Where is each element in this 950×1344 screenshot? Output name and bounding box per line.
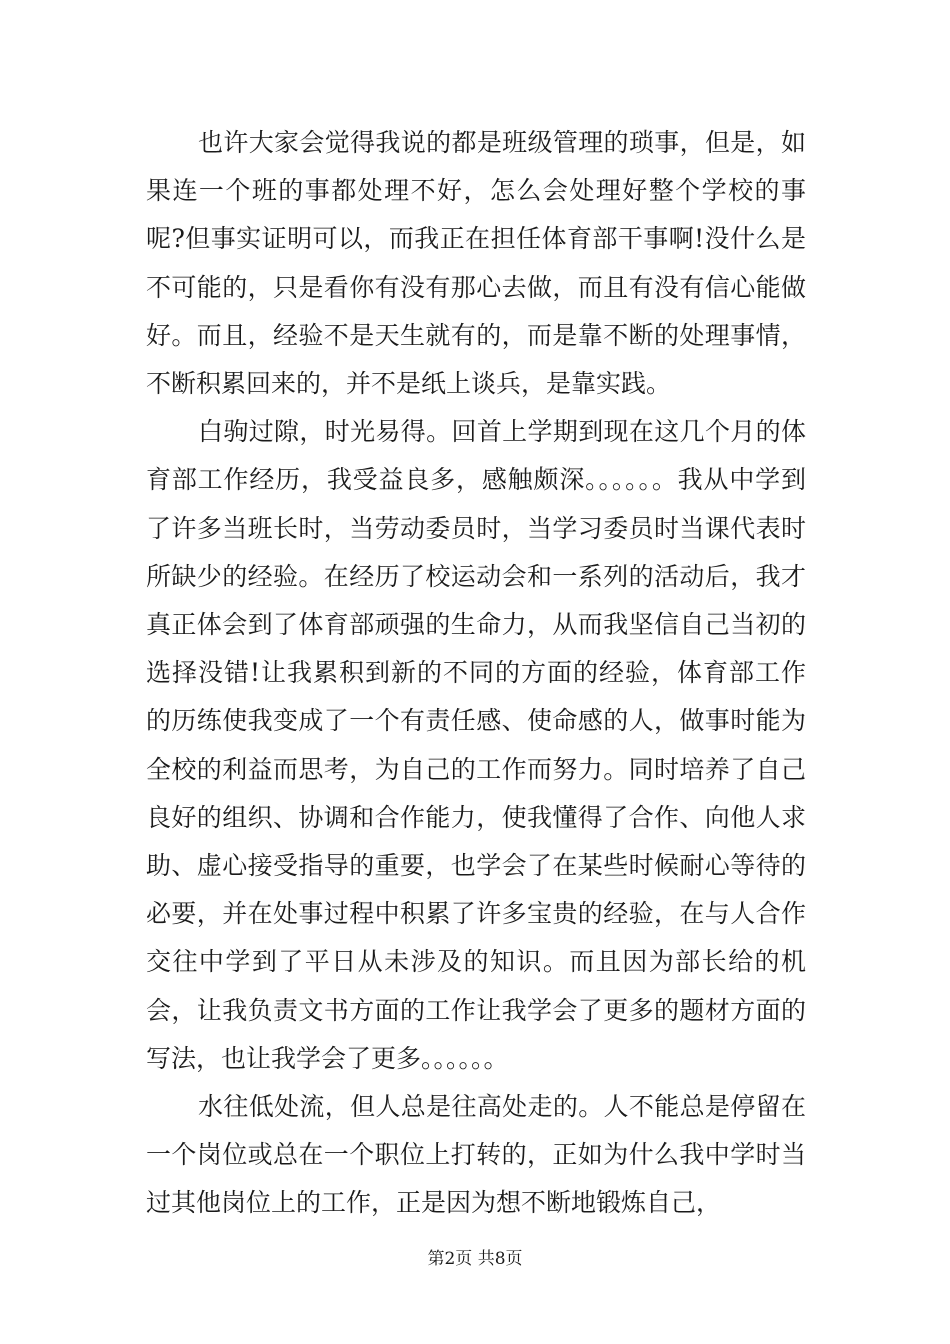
paragraph-2: 白驹过隙，时光易得。回首上学期到现在这几个月的体育部工作经历，我受益良多，感触颇深。。。。。。我从中学到了许多当班长时，当劳动委员时，当学习委员时当课代表时所缺少的经验。在经历了校运动会和一系列的活动后，我才真正体会到了体育部顽强的生命力，从而我坚信自己当初的选择没错!让我累积到新的不同的方面的经验，体育部工作的历练使我变成了一个有责任感、使命感的人，做事时能为全校的利益而思考，为自己的工作而努力。同时培养了自己良好的组织、协调和合作能力，使我懂得了合作、向他人求助、虚心接受指导的重要，也学会了在某些时候耐心等待的必要，并在处事过程中积累了许多宝贵的经验，在与人合作交往中学到了平日从未涉及的知识。而且因为部长给的机会，让我负责文书方面的工作让我学会了更多的题材方面的写法，也让我学会了更多。。。。。。 (146, 417, 806, 1073)
page-number-footer: 第2页 共8页 (427, 1249, 523, 1269)
paragraph-1: 也许大家会觉得我说的都是班级管理的琐事，但是，如果连一个班的事都处理不好，怎么会处理好整个学校的事呢?但事实证明可以，而我正在担任体育部干事啊!没什么是不可能的，只是看你有没有那心去做，而且有没有信心能做好。而且，经验不是天生就有的，而是靠不断的处理事情，不断积累回来的，并不是纸上谈兵，是靠实践。 (146, 128, 806, 399)
paragraph-3: 水往低处流，但人总是往高处走的。人不能总是停留在一个岗位或总在一个职位上打转的，正如为什么我中学时当过其他岗位上的工作，正是因为想不断地锻炼自己， (146, 1092, 806, 1218)
body-text (146, 119, 806, 1228)
